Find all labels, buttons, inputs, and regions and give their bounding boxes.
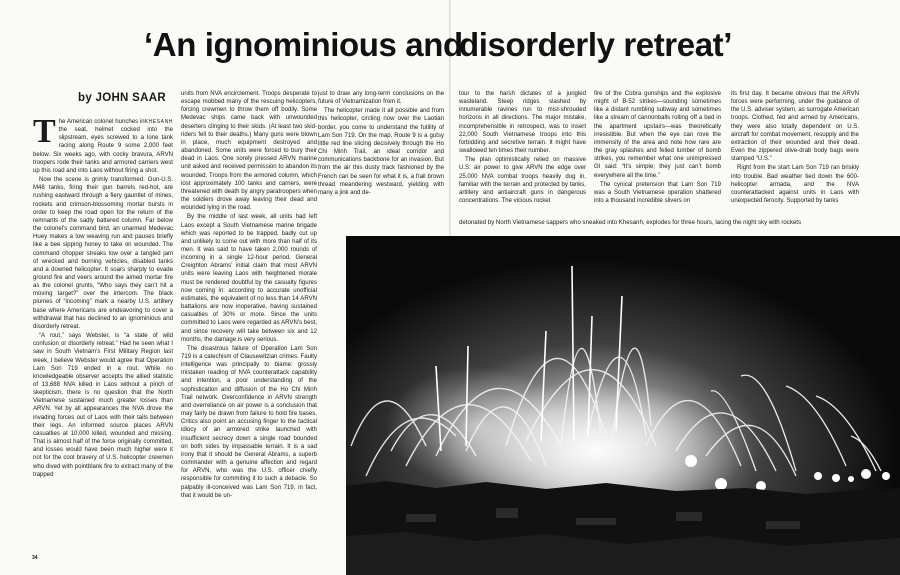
paragraph: The disastrous failure of Operation Lam Son 719 is a catechism of Clausewitzian crimes. Faulty intelligence was principally to blame: grossly mistaken reading of NVA counterattack capability and intention, a poor understanding of the sophistication and diffusion of the Ho Chi Minh Trail network. Overconfidence in ARVN strength and overreliance on air power is a conclusion that may fairly be drawn from failure to hold fire bases. Critics also point an accusing finger to the tactical idiocy of an armored strike launched with insufficient secrecy down a single road bounded on both sides by impassable terrain. It is a sad irony that it should be General Abrams, a superb commander with a genuine affection and regard for ARVN, who was the U.S. officer chiefly responsible for commiting it to such a debacle. So palpably ill-conceived was Lam Son 719, in fact, that it would be un- (181, 345, 317, 499)
paragraph: just to draw any long-term conclusions on the future of Vietnamization from it. (318, 91, 444, 106)
ammunition-dump-explosion-photo (346, 236, 900, 575)
paragraph: tour to the harsh dictates of a jungled wasteland. Steep ridges slashed by innumerable ravines run to mist-shrouded horizons in all directions. The major mistake, incomprehensible in retrospect, was to insert 22,000 South Vietnamese troops into this forbidding and secretive terrain. It might have swallowed ten times their number. (459, 91, 586, 155)
byline: by JOHN SAAR (78, 92, 166, 104)
paragraph: The plan optimistically relied on massive U.S. air power to give ARVN the edge over 25,000 NVA combat troops heavily dug in, familiar with the terrain and protected by tanks, artillery and antiaircraft guns in dangerous concentrations. The vicious rocket (459, 157, 586, 205)
dateline: KHESANH (144, 119, 173, 125)
paragraph: its first day. It became obvious that the ARVN forces were performing, under the guidance of the U.S. adviser system, as surrogate American troops. Clothed, fed and armed by Americans, they were also totally dependent on U.S. aircraft for combat movement, resupply and the extraction of their wounded and their dead. Even the zippered olive-drab body bags were stamped “U.S.” (731, 91, 859, 163)
headline-right: disorderly retreat’ (459, 26, 733, 63)
paragraph: he American colonel hunches in the seat, helmet cocked into the slipstream, eyes screwed to a lone tank racing along Route 9 some 2,000 feet below. Six weeks ago, with cocky bravura, ARVN troopers rode their tanks and armored carriers west up this road and into Laos without firing a shot. (33, 119, 173, 174)
article-column-1 (33, 118, 173, 550)
drop-cap: T (33, 118, 56, 150)
article-column-3 (318, 90, 444, 236)
article-column-6 (731, 90, 859, 230)
article-column-5 (594, 90, 721, 226)
article-column-4 (459, 90, 586, 226)
paragraph: The cynical pretension that Lam Son 719 was a South Vietnamese operation shattered into a thousand incredible slivers on (594, 181, 721, 205)
paragraph: “A rout,” says Webster, is “a state of wild confusion or disorderly retreat.” Had he seen what I saw in South Vietnam’s First Military Region last week, I believe Webster would agree that Operation Lam Son 719 ended in a rout. While no knowledgeable observer accepts the allied statistic of 13,688 NVA killed in Laos without a pinch of skepticism, there is no question that the North Vietnamese sustained much greater losses than ARVN. Yet by all appearances the NVA drove the invading forces out of Laos with their tails between their legs. An informed source places ARVN casualties at 10,000 killed, wounded and missing. That is almost half of the force originally committed, and losses would have been much higher were it not for the cool bravery of U.S. helicopter crewmen who dived with pointblank fire to extract many of the trapped (33, 333, 173, 478)
paragraph: units from NVA encirclement. Troops desperate to escape mobbed many of the rescuing helicopters, forcing crewmen to throw them off bodily. Some Medevac ships came back with unwounded deserters clinging to their skids. (At least two skid-riders fell to their deaths.) Many guns were blown in place, much equipment destroyed and abandoned. Some units were forced to bury their dead in Laos. One sorely pressed ARVN marine unit asked and received permission to abandon its wounded. Troops from the armored column, which lost approximately 100 tanks and carriers, were threatened with death by angry paratroopers when the soldiers drove away leaving their dead and wounded lying in the road. (181, 91, 317, 212)
paragraph: fire of the Cobra gunships and the explosive might of B-52 strikes—sounding sometimes like a distant rumbling subway and sometimes like a stream of cannonballs rolling off a bed in the apartment upstairs—was theoretically irresistible. But when the eye can rove the immensity of the area and note how rare are the gray splashes and felled lumber of bomb strikes, you remember what one unimpressed GI said: “It’s simple; they just can’t bomb everywhere all the time.” (594, 91, 721, 179)
page-number: 34 (32, 555, 38, 561)
article-column-2 (181, 90, 317, 550)
paragraph: Now the scene is grimly transformed. Gun-U.S. M48 tanks, firing their gun barrels red-hot, are rushing eastward through a fiery gauntlet of mines, rockets and crimson-blossoming mortar bursts in order to keep the road open for the return of the remnants of the sadly battered column. Far below the colonel’s command bird, an unarmed Medevac Huey makes a low weaving run and pauses briefly like a bee sipping honey to take on wounded. The command chopper streaks low over a tangled jam of wrecked and burning vehicles, disabled tanks and a downed helicopter. It soars sharply to evade ground fire and veers around the aimed mortar fire as the colonel grunts, “Who says they can’t hit a moving target?” over the intercom. The black plumes of “incoming” mark a nearby U.S. artillery base where Americans are endeavoring to cover a withdrawal that has declined to an ignominious and disorderly retreat. (33, 177, 173, 330)
paragraph: The helicopter made it all possible and from this helicopter, circling now over the Laotian border, you come to understand the futility of Lam Son 719. On the map, Route 9 is a gutsy little red line slicing decisively through the Ho Chi Minh Trail, an ideal corridor and communications backbone for an invasion. But from the air this dusty track fashioned by the French can be seen for what it is, a frail brown thread meandering westward, yielding with many a jink and de- (318, 108, 444, 196)
headline-left: ‘An ignominious and (144, 26, 463, 63)
paragraph: By the middle of last week, all units had left Laos except a South Vietnamese marine brigade which was reported to be trapped, badly cut up and unlikely to come out with more than half of its men. It was said to have taken 2,000 rounds of incoming in a single 12-hour period. General Creighton Abrams’ initial claim that most ARVN units were leaving Laos with heightened morale must be rendered doubtful by the casualty figures now coming in: according to accurate unofficial estimates, the equivalent of no less than 14 ARVN battalions are now inoperative, having sustained casualties of 30% or more. Since the units committed to Laos were regarded as ARVN’s best, and since recovery will take between six and 12 months, the damage is very serious. (181, 214, 317, 343)
photo-caption: detonated by North Vietnamese sappers who sneaked into Khesanh, explodes for three hours, lacing the night sky with rockets (459, 219, 802, 226)
paragraph: Right from the start Lam Son 719 ran briskly into trouble. Bad weather tied down the 600-helicopter armada, and the NVA counterattacked against units in Laos with unexpected ferocity. Supported by tanks (731, 165, 859, 205)
